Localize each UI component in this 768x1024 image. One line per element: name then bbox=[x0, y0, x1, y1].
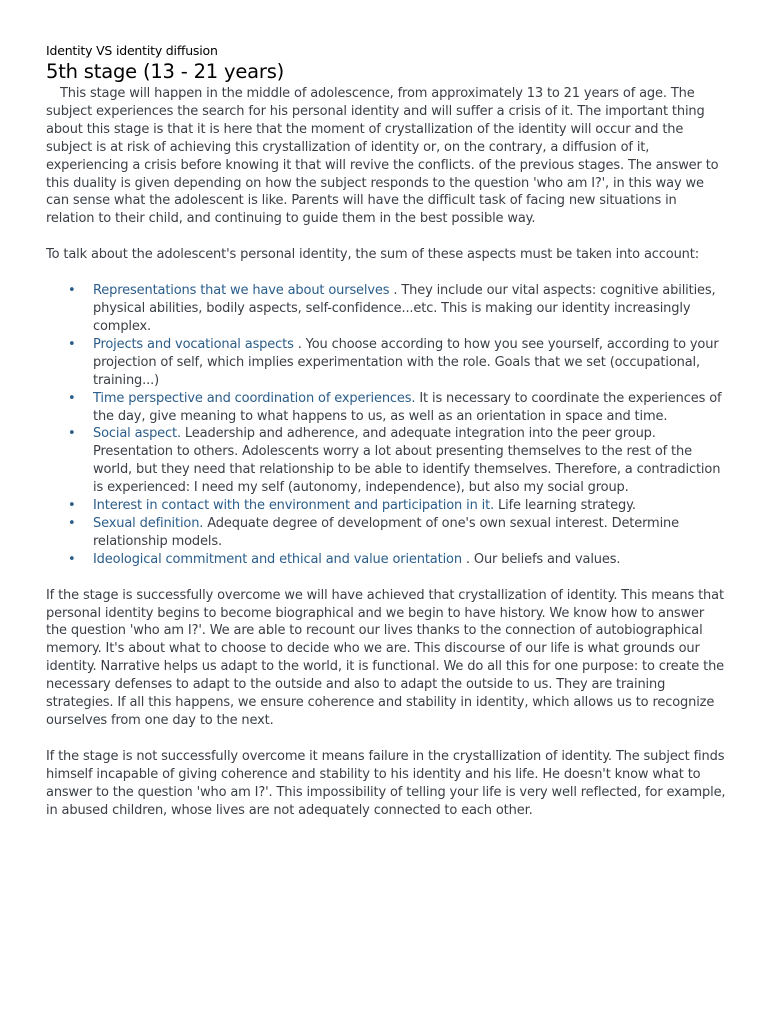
aspect-title: Ideological commitment and ethical and value orientation bbox=[93, 551, 462, 567]
aspect-text: Leadership and adherence, and adequate integration into the peer group. Presentation to others. Adolescents worry a lot about presenting themselves to the rest of the world, but they need that relationship to be able to identify themselves. Therefore, a contradiction is experienced: I need my self (autonomy, independence), but also my social group. bbox=[93, 426, 721, 496]
list-item bbox=[46, 282, 726, 336]
bullet-icon: • bbox=[68, 515, 76, 531]
bullet-icon: • bbox=[68, 283, 76, 299]
aspect-text: . They include our vital aspects: cognitive abilities, physical abilities, bodily aspects, self-confidence...etc. This is making our identity increasingly complex. bbox=[93, 283, 716, 334]
bullet-icon: • bbox=[68, 336, 76, 352]
list-item bbox=[46, 336, 726, 390]
spacer bbox=[46, 228, 726, 246]
aspect-text: Adequate degree of development of one's own sexual interest. Determine relationship models. bbox=[93, 515, 679, 549]
aspect-title: Projects and vocational aspects bbox=[93, 336, 294, 352]
aspect-text: . You choose according to how you see yourself, according to your projection of self, which implies experimentation with the role. Goals that we set (occupational, training...) bbox=[93, 336, 719, 388]
list-item bbox=[46, 425, 726, 497]
document-title: Identity VS identity diffusion bbox=[46, 43, 218, 58]
aspect-text: Life learning strategy. bbox=[494, 498, 636, 514]
list-item bbox=[46, 497, 726, 515]
stage-heading: 5th stage (13 - 21 years) bbox=[46, 60, 285, 83]
success-paragraph: If the stage is successfully overcome we will have achieved that crystallization of identity. This means that personal identity begins to become biographical and we begin to have history. We know how to answer the question 'who am I?'. We are able to recount our lives thanks to the connection of autobiographical memory. It's about what to choose to decide who we are. This discourse of our life is what grounds our identity. Narrative helps us adapt to the world, it is functional. We do all this for one purpose: to create the necessary defenses to adapt to the outside and also to adapt the outside to us. They are training strategies. If all this happens, we ensure coherence and stability in identity, which allows us to recognize ourselves from one day to the next. bbox=[46, 587, 725, 728]
aspects-list bbox=[46, 282, 726, 569]
bullet-icon: • bbox=[68, 390, 76, 406]
aspect-title: Sexual definition. bbox=[93, 515, 204, 531]
aspect-text: It is necessary to coordinate the experiences of the day, give meaning to what happens to us, as well as an orientation in space and time. bbox=[93, 390, 722, 424]
spacer bbox=[46, 569, 726, 587]
failure-paragraph: If the stage is not successfully overcome it means failure in the crystallization of identity. The subject finds himself incapable of giving coherence and stability to his identity and his life. He doesn't know what to answer to the question 'who am I?'. This impossibility of telling your life is very well reflected, for example, in abused children, whose lives are not adequately connected to each other. bbox=[46, 748, 726, 818]
aspect-text: . Our beliefs and values. bbox=[461, 551, 621, 567]
bullet-icon: • bbox=[68, 551, 76, 567]
aspect-title: Representations that we have about ourselves bbox=[93, 283, 390, 299]
spacer bbox=[46, 730, 726, 748]
spacer bbox=[46, 264, 726, 282]
list-item bbox=[46, 551, 726, 569]
aspect-title: Interest in contact with the environment and participation in it. bbox=[93, 498, 495, 514]
aspect-title: Social aspect. bbox=[93, 426, 181, 442]
intro-paragraph: This stage will happen in the middle of adolescence, from approximately 13 to 21 years of age. The subject experiences the search for his personal identity and will suffer a crisis of it. The important thing about this stage is that it is here that the moment of crystallization of the identity will occur and the subject is at risk of achieving this crystallization of identity or, on the contrary, a diffusion of it, experiencing a crisis before knowing it that will revive the conflicts. of the previous stages. The answer to this duality is given depending on how the subject responds to the question 'who am I?', in this way we can sense what the adolescent is like. Parents will have the difficult task of facing new situations in relation to their child, and continuing to guide them in the best possible way. bbox=[46, 86, 719, 227]
list-item bbox=[46, 515, 726, 551]
aspect-title: Time perspective and coordination of experiences. bbox=[93, 390, 416, 406]
bullet-icon: • bbox=[68, 426, 76, 442]
document-page bbox=[46, 43, 726, 820]
list-item bbox=[46, 390, 726, 426]
bullet-icon: • bbox=[68, 498, 76, 514]
aspects-lead-paragraph: To talk about the adolescent's personal identity, the sum of these aspects must be taken into account: bbox=[46, 247, 699, 263]
